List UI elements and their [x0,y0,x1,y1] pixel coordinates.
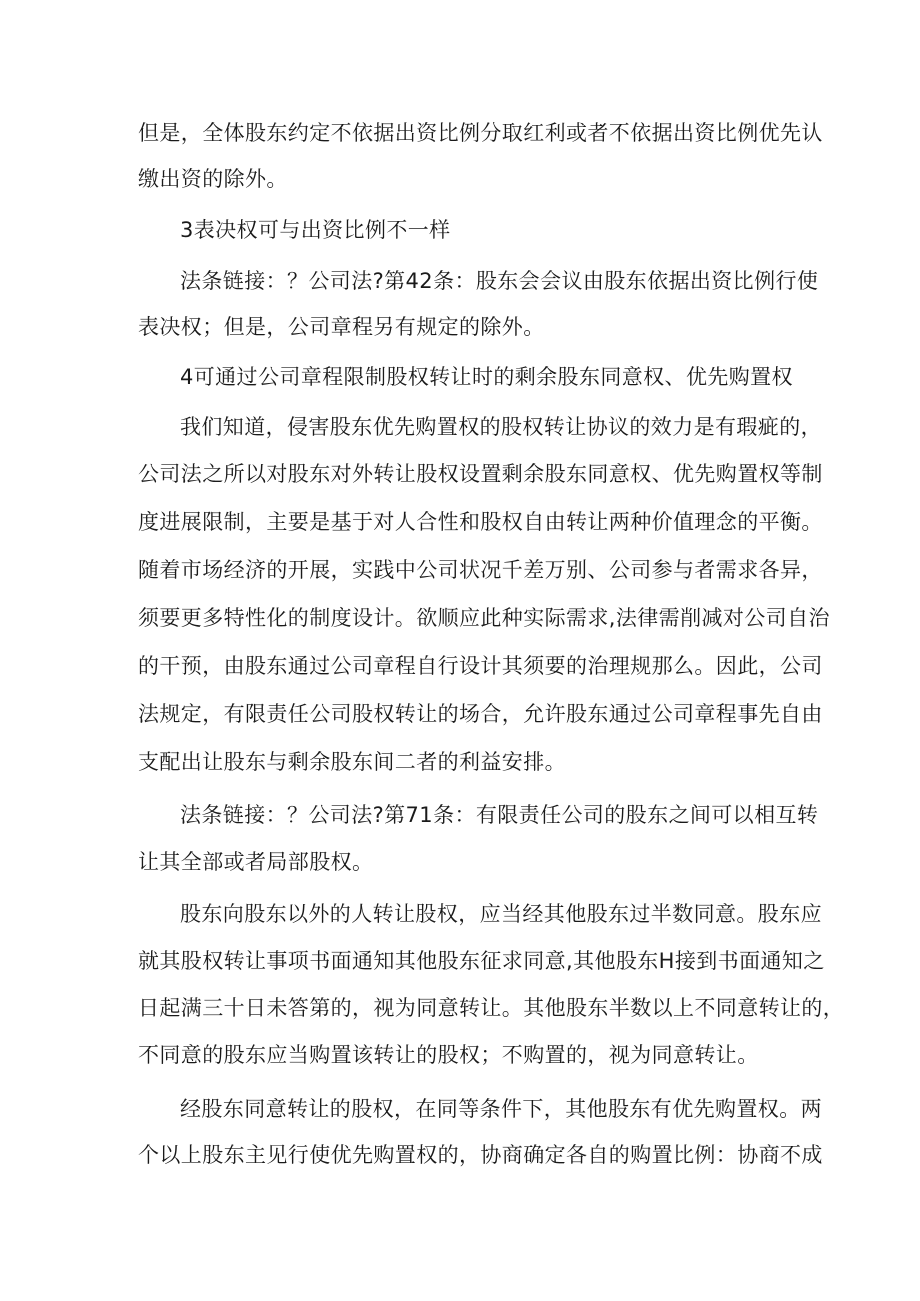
text-line: 公司法之所以对股东对外转让股权设置剩余股东同意权、优先购置权等制 [138,462,823,486]
text-line: 法条链接：？公司法?第71条：有限责任公司的股东之间可以相互转 [180,803,819,827]
text-line: 让其全部或者局部股权。 [138,850,374,874]
text-line: 法条链接：？公司法?第42条：股东会会议由股东依据出资比例行使 [180,269,819,293]
section-heading: 4可通过公司章程限制股权转让时的剩余股东同意权、优先购置权 [180,365,793,389]
text-line: 股东向股东以外的人转让股权，应当经其他股东过半数同意。股东应 [180,902,822,926]
text-line: 个以上股东主见行使优先购置权的，协商确定各自的购置比例：协商不成 [138,1143,823,1167]
text-line: 我们知道，侵害股东优先购置权的股权转让协议的效力是有瑕疵的， [180,415,822,439]
text-line: 的干预，由股东通过公司章程自行设计其须要的治理规那么。因此，公司 [138,654,823,678]
text-line: 支配出让股东与剩余股东间二者的利益安排。 [138,750,566,774]
text-line: 表决权；但是，公司章程另有规定的除外。 [138,315,545,339]
text-line: 不同意的股东应当购置该转让的股权；不购置的，视为同意转让。 [138,1043,759,1067]
text-line: 经股东同意转让的股权，在同等条件下，其他股东有优先购置权。两 [180,1097,822,1121]
text-line: 但是，全体股东约定不依据出资比例分取红利或者不依据出资比例优先认 [138,121,823,145]
text-line: 度进展限制，主要是基于对人合性和股权自由转让两种价值理念的平衡。 [138,510,823,534]
text-line: 法规定，有限责任公司股权转让的场合，允许股东通过公司章程事先自由 [138,702,823,726]
text-line: 须要更多特性化的制度设计。欲顺应此种实际需求,法律需削减对公司自治 [138,606,830,630]
text-line: 随着市场经济的开展，实践中公司状况千差万别、公司参与者需求各异， [138,558,823,582]
text-line: 缴出资的除外。 [138,167,288,191]
text-line: 就其股权转让事项书面通知其他股东征求同意,其他股东H接到书面通知之 [138,949,825,973]
section-heading: 3表决权可与出资比例不一样 [180,218,451,242]
text-line: 日起满三十日未答第的，视为同意转让。其他股东半数以上不同意转让的， [138,996,845,1020]
